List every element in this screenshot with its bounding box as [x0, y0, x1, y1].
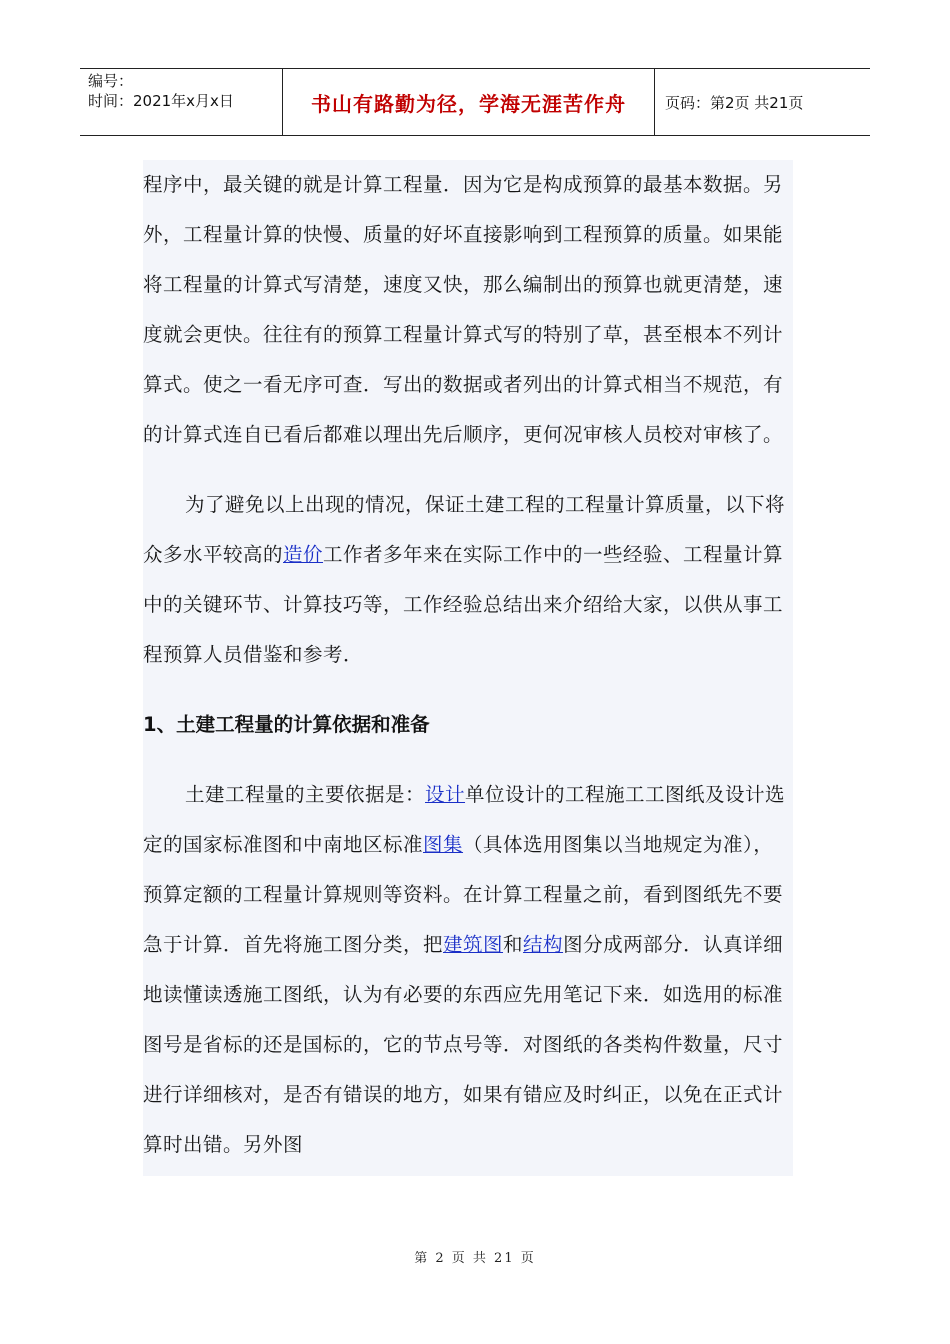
paragraph-gap	[143, 750, 793, 770]
link-jianzhutu[interactable]: 建筑图	[443, 933, 504, 956]
header-motto: 书山有路勤为径，学海无涯苦作舟	[282, 69, 655, 135]
document-time-label: 时间：2021年x月x日	[88, 92, 234, 110]
page-header	[80, 68, 870, 136]
document-body	[143, 160, 793, 1176]
paragraph-gap	[143, 680, 793, 700]
section-heading: 1、土建工程量的计算依据和准备	[143, 713, 430, 736]
paragraph-gap	[143, 460, 793, 480]
header-meta	[80, 69, 282, 135]
link-tuji[interactable]: 图集	[423, 833, 464, 856]
link-sheji[interactable]: 设计	[425, 783, 466, 806]
page-footer: 第 2 页 共 21 页	[414, 1251, 536, 1266]
paragraph-3-text-d: 和	[503, 933, 524, 956]
paragraph-3-text-c: （具体选用图集以当地规定为准），预算定额的工程量计算规则等资料。在计算工程量之前，看到图纸先不要急于计算．首先将施工图分类，把	[143, 833, 784, 956]
link-jiegou[interactable]: 结构	[523, 933, 564, 956]
paragraph-3-text-e: 图分成两部分．认真详细地读懂读透施工图纸，认为有必要的东西应先用笔记下来．如选用的标准图号是省标的还是国标的，它的节点号等．对图纸的各类构件数量，尺寸进行详细核对，是否有错误的地方，如果有错应及时纠正，以免在正式计算时出错。另外图	[143, 933, 784, 1156]
link-zaojia[interactable]: 造价	[283, 543, 324, 566]
paragraph-2	[143, 480, 793, 680]
document-number-label: 编号：	[88, 72, 134, 90]
header-page-number: 页码：第2页 共21页	[665, 93, 804, 112]
paragraph-3-text-b: 单位设计的工程施工工图纸及设计选定的国家标准图和中南地区标准	[143, 783, 786, 856]
paragraph-1: 程序中，最关键的就是计算工程量．因为它是构成预算的最基本数据。另外，工程量计算的快慢、质量的好坏直接影响到工程预算的质量。如果能将工程量的计算式写清楚，速度又快，那么编制出的预算也就更清楚，速度就会更快。往往有的预算工程量计算式写的特别了草，甚至根本不列计算式。使之一看无序可查．写出的数据或者列出的计算式相当不规范，有的计算式连自已看后都难以理出先后顺序，更何况审核人员校对审核了。	[143, 173, 784, 446]
paragraph-2-text-a: 为了避免以上出现的情况，保证土建工程的工程量计算质量，以下将众多水平较高的	[143, 493, 786, 566]
paragraph-2-text-b: 工作者多年来在实际工作中的一些经验、工程量计算中的关键环节、计算技巧等，工作经验总结出来介绍给大家，以供从事工程预算人员借鉴和参考．	[143, 543, 784, 666]
paragraph-3-text-a: 土建工程量的主要依据是：	[185, 783, 426, 806]
paragraph-3	[143, 770, 793, 1170]
